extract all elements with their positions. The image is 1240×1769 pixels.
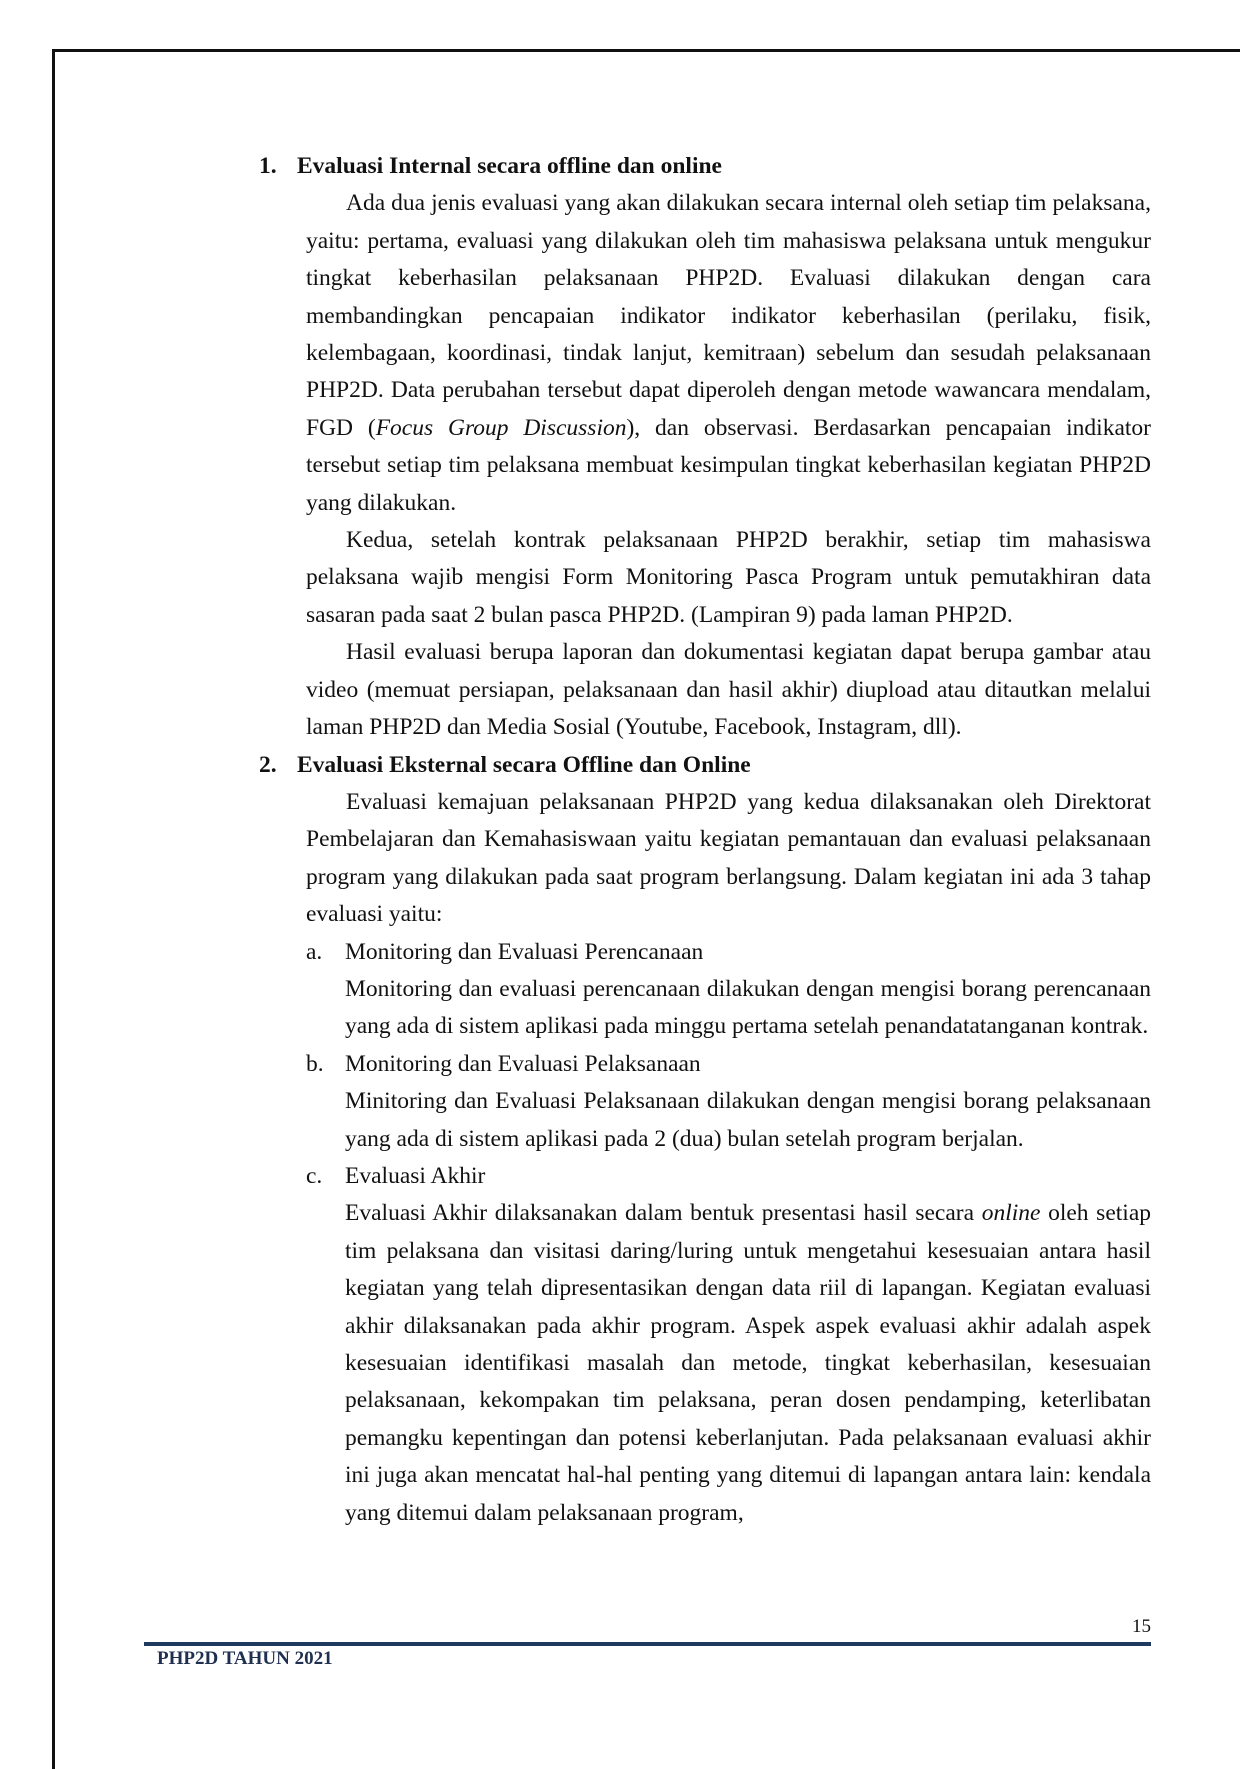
section-1-paragraph-1-text-a: Ada dua jenis evaluasi yang akan dilakukan secara internal oleh setiap tim pelaksana, yaitu: pertama, evaluasi yang dilakukan oleh tim mahasiswa pelaksana untuk mengukur tingkat keberhasilan pelaksanaan PHP2D. Evaluasi dilakukan dengan cara membandingkan pencapaian indikator indikator keberhasilan (perilaku, fisik, kelembagaan, koordinasi, tindak lanjut, kemitraan) sebelum dan sesudah pelaksanaan PHP2D. Data perubahan tersebut dapat diperoleh dengan metode wawancara mendalam, FGD ( (306, 190, 1151, 441)
item-c-text (259, 1195, 1151, 1532)
footer-title: PHP2D TAHUN 2021 (157, 1648, 333, 1669)
item-a-letter: a. (306, 938, 323, 965)
section-1-title: Evaluasi Internal secara offline dan online (297, 153, 722, 179)
section-2-intro: Evaluasi kemajuan pelaksanaan PHP2D yang kedua dilaksanakan oleh Direktorat Pembelajaran dan Kemahasiswaan yaitu kegiatan pemantauan dan evaluasi pelaksanaan program yang dilakukan pada saat program berlangsung. Dalam kegiatan ini ada 3 tahap evaluasi yaitu: (306, 788, 1151, 928)
section-1-paragraph-3: Hasil evaluasi berupa laporan dan dokumentasi kegiatan dapat berupa gambar atau video (memuat persiapan, pelaksanaan dan hasil akhir) diupload atau ditautkan melalui laman PHP2D dan Media Sosial (Youtube, Facebook, Instagram, dll). (306, 639, 1151, 741)
section-1-paragraph-1-text-b: ), dan observasi. Berdasarkan pencapaian indikator tersebut setiap tim pelaksana membuat kesimpulan tingkat keberhasilan kegiatan PHP2D yang dilakukan. (306, 414, 1151, 516)
section-2-title: Evaluasi Eksternal secara Offline dan Online (297, 751, 751, 778)
item-c-text-a: Evaluasi Akhir dilaksanakan dalam bentuk presentasi hasil secara (345, 1200, 982, 1227)
section-1-paragraph-2: Kedua, setelah kontrak pelaksanaan PHP2D berakhir, setiap tim mahasiswa pelaksana wajib mengisi Form Monitoring Pasca Program untuk pemutakhiran data sasaran pada saat 2 bulan pasca PHP2D. (Lampiran 9) pada laman PHP2D. (306, 527, 1151, 628)
item-c-text-b: oleh setiap tim pelaksana dan visitasi daring/luring untuk mengetahui kesesuaian antara hasil kegiatan yang telah dipresentasikan dengan data riil di lapangan. Kegiatan evaluasi akhir dilaksanakan pada akhir program. Aspek aspek evaluasi akhir adalah aspek kesesuaian identifikasi masalah dan metode, tingkat keberhasilan, kesesuaian pelaksanaan, kekompakan tim pelaksana, peran dosen pendamping, keterlibatan pemangku kepentingan dan potensi keberlanjutan. Pada pelaksanaan evaluasi akhir ini juga akan mencatat hal-hal penting yang ditemui di lapangan antara lain: kendala yang ditemui dalam pelaksanaan program, (345, 1200, 1151, 1526)
item-c-letter: c. (306, 1162, 323, 1189)
section-1-number: 1. (259, 153, 277, 179)
footer-rule (144, 1642, 1151, 1646)
section-1-paragraph-1-italic: Focus Group Discussion (375, 414, 627, 441)
section-1-paragraph-1 (259, 185, 1151, 522)
item-a-heading (259, 934, 1151, 971)
section-2-number: 2. (259, 751, 277, 778)
item-c-heading (259, 1158, 1151, 1195)
section-1-heading (259, 148, 1151, 185)
item-b-text: Minitoring dan Evaluasi Pelaksanaan dilakukan dengan mengisi borang pelaksanaan yang ada di sistem aplikasi pada 2 (dua) bulan setelah program berjalan. (345, 1088, 1151, 1152)
item-a-text: Monitoring dan evaluasi perencanaan dilakukan dengan mengisi borang perencanaan yang ada di sistem aplikasi pada minggu pertama setelah penandatatanganan kontrak. (345, 975, 1151, 1040)
item-b-heading (259, 1046, 1151, 1083)
page-number: 15 (1132, 1616, 1151, 1637)
item-c-italic: online (981, 1200, 1041, 1227)
item-b-letter: b. (306, 1050, 324, 1077)
item-c-title: Evaluasi Akhir (345, 1162, 486, 1189)
section-2-heading (259, 747, 1151, 784)
item-b-title: Monitoring dan Evaluasi Pelaksanaan (345, 1050, 701, 1077)
document-body (259, 148, 1151, 1532)
item-a-title: Monitoring dan Evaluasi Perencanaan (345, 938, 704, 965)
